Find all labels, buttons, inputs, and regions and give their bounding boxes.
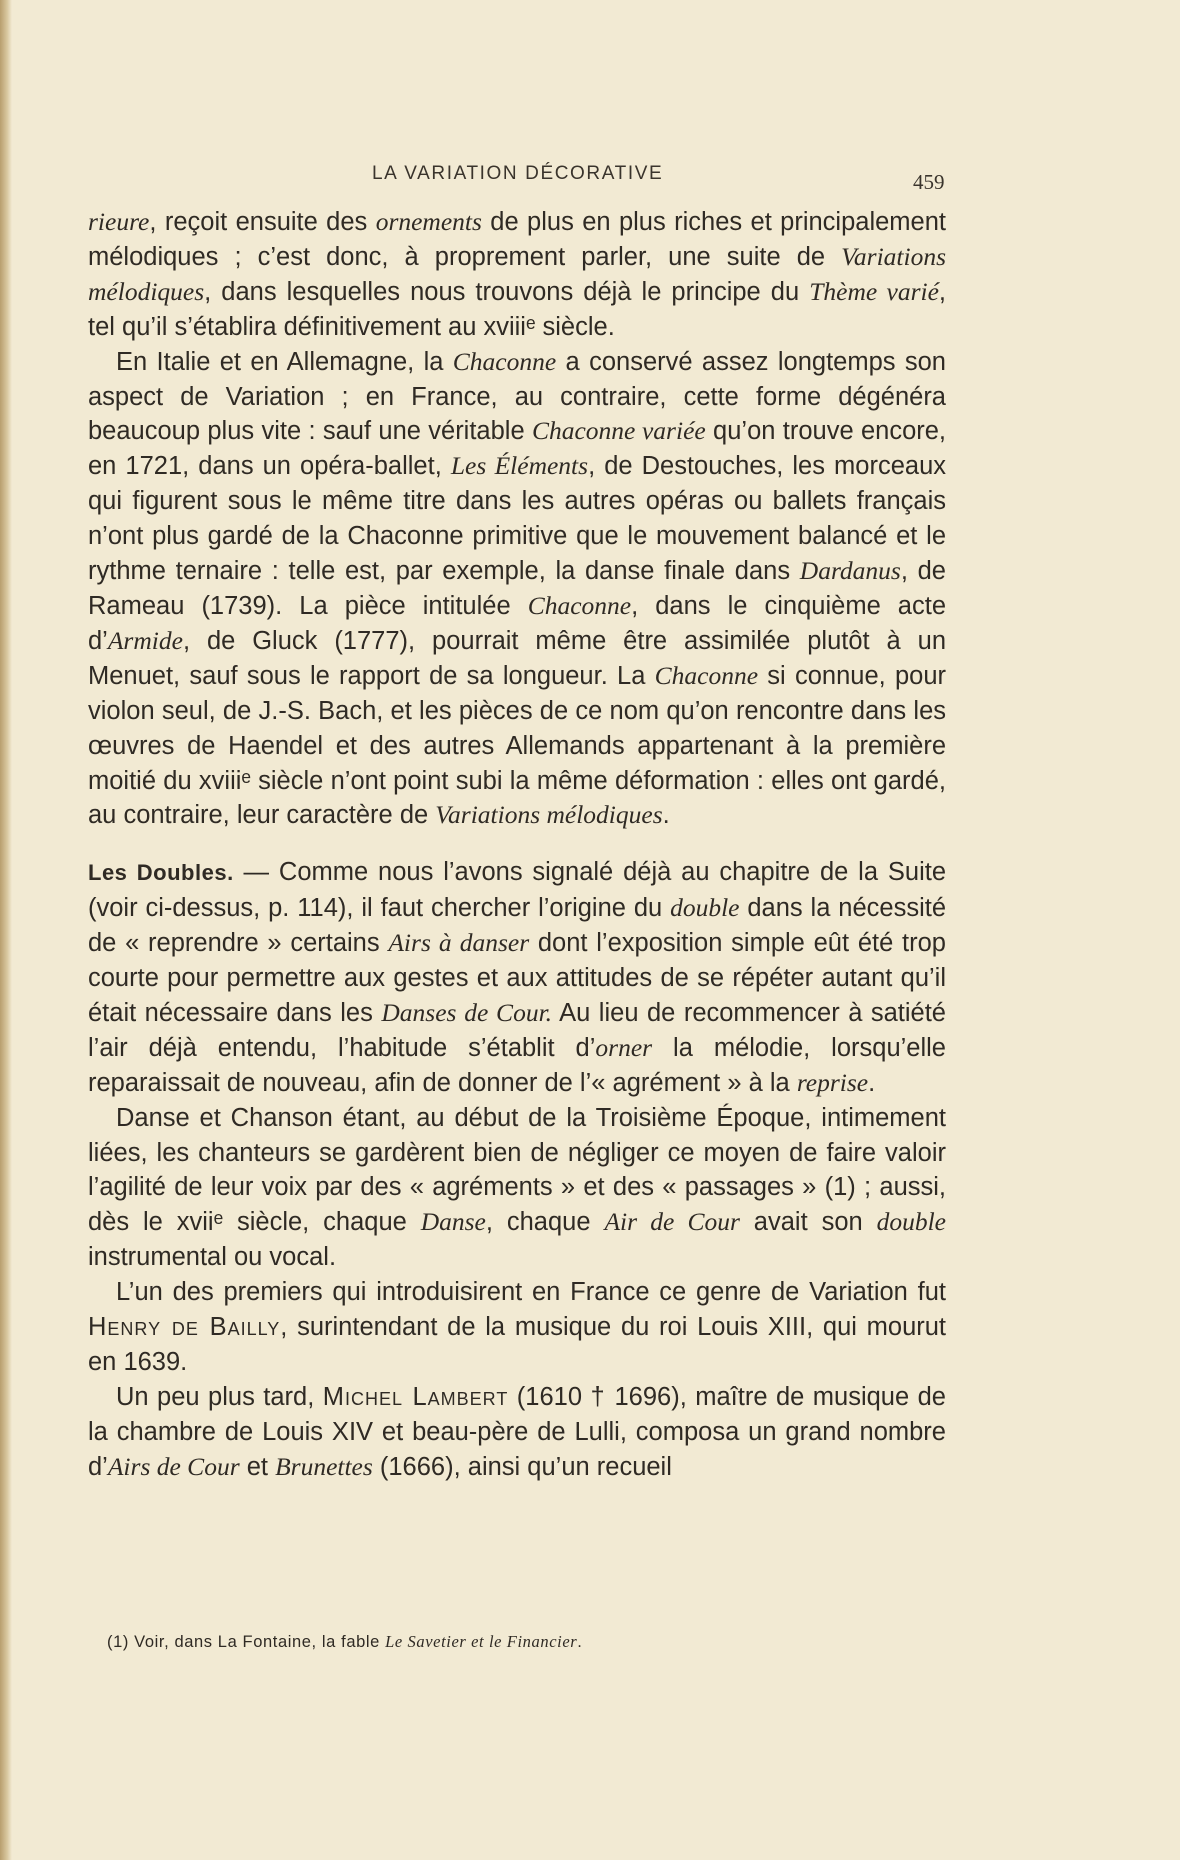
italic-run: Airs de Cour (107, 1451, 240, 1481)
italic-run: Dardanus (799, 556, 901, 586)
text-run: dont l’exposition simple eût été trop courte pour permettre aux gestes et aux attitudes de se répéter autant qu’il était nécessaire dans les (88, 929, 946, 1027)
text-run: . (577, 1633, 583, 1651)
italic-run: double (670, 893, 740, 923)
italic-run: Danse (420, 1207, 486, 1237)
text-run: la mélodie, lorsqu’elle reparaissait de nouveau, afin de donner de l’« agrément » à la (88, 1033, 946, 1097)
italic-run: Danses de Cour. (381, 997, 553, 1027)
text-run: L’un des premiers qui introduisirent en France ce genre de Variation fut (116, 1278, 946, 1307)
text-run: (1610 † 1696), maître de musique de la chambre de Louis XIV et beau-père de Lulli, composa un grand nombre d’ (88, 1382, 946, 1481)
text-run: de plus en plus riches et principalement mélodiques ; c’est donc, à proprement parler, une suite de (88, 208, 946, 271)
text-run: dans la nécessité de « reprendre » certains (88, 894, 947, 958)
text-run: Danse et Chanson étant, au début de la Troisième Époque, intimement liées, les chanteurs se gardèrent bien de négliger ce moyen de faire valoir l’agilité de leur voix par des « agréments » et des « passages » (1) ; aussi, dès le xviiᵉ siècle, chaque (88, 1103, 946, 1237)
italic-run: Le Savetier et le Financier (385, 1632, 578, 1651)
text-run: Au lieu de recommencer à satiété l’air déjà entendu, l’habitude s’établit d’ (88, 998, 946, 1062)
italic-run: Variations mélodiques (435, 800, 663, 830)
book-spine-edge (0, 0, 12, 1860)
text-run: qu’on trouve encore, en 1721, dans un opéra-ballet, (88, 417, 947, 481)
text-run: a conservé assez longtemps son aspect de Variation ; en France, au contraire, cette forme dégénéra beaucoup plus vite : sauf une véritable (88, 347, 946, 446)
section-lead: Les Doubles. (88, 860, 234, 886)
italic-run: ornements (375, 207, 482, 236)
italic-run: orner (595, 1032, 653, 1062)
text-run: . (868, 1068, 876, 1097)
italic-run: Chaconne (527, 590, 632, 620)
italic-run: Chaconne (654, 660, 759, 690)
text-run: (1) Voir, dans La Fontaine, la fable (107, 1633, 386, 1651)
person-name: Michel Lambert (322, 1382, 509, 1411)
italic-run: Armide (107, 625, 183, 655)
text-run: si connue, pour violon seul, de J.-S. Bach, et les pièces de ce nom qu’on rencontre dans les œuvres de Haendel et des autres Allemands appartenant à la première moitié du xviiiᵉ siècle n’ont point subi la même déformation : elles ont gardé, au contraire, leur caractère de (88, 661, 946, 830)
text-run: En Italie et en Allemagne, la (116, 347, 453, 376)
text-run: et (239, 1452, 276, 1481)
italic-run: Air de Cour (604, 1207, 740, 1237)
italic-run: rieure (88, 207, 150, 236)
paragraph-4 (88, 1101, 946, 1276)
footnote (107, 1632, 582, 1652)
italic-run: reprise (796, 1067, 869, 1097)
italic-run: Thème varié (809, 276, 939, 306)
italic-run: Airs à danser (388, 928, 530, 958)
running-title: LA VARIATION DÉCORATIVE (372, 163, 664, 184)
body-text (88, 205, 946, 1485)
italic-run: Chaconne variée (531, 416, 706, 446)
text-run: Un peu plus tard, (116, 1382, 323, 1411)
text-run: , de Rameau (1739). La pièce intitulée (88, 557, 946, 620)
paragraph-6 (88, 1380, 946, 1485)
text-run: . (662, 801, 670, 830)
text-run: , de Gluck (1777), pourrait même être assimilée plutôt à un Menuet, sauf sous le rapport de sa longueur. La (88, 626, 946, 690)
text-run: , reçoit ensuite des (149, 208, 376, 236)
italic-run: Chaconne (452, 346, 557, 376)
italic-run: Variations mélodiques (88, 241, 946, 306)
text-run: avait son (739, 1208, 877, 1237)
italic-run: Les Éléments (450, 451, 589, 481)
text-run: , tel qu’il s’établira définitivement au xviiiᵉ siècle. (88, 277, 946, 341)
paragraph-2 (88, 345, 946, 834)
italic-run: Brunettes (275, 1451, 373, 1481)
text-run: , surintendant de la musique du roi Louis XIII, qui mourut en 1639. (88, 1313, 947, 1376)
paragraph-5 (88, 1275, 946, 1380)
text-run: , dans le cinquième acte d’ (88, 591, 947, 655)
paragraph-3 (88, 855, 946, 1100)
text-run: — Comme nous l’avons signalé déjà au chapitre de la Suite (voir ci-dessus, p. 114), il faut chercher l’origine du (88, 858, 946, 923)
text-run: instrumental ou vocal. (88, 1243, 337, 1272)
text-run: , de Destouches, les morceaux qui figurent sous le même titre dans les autres opéras ou ballets français n’ont plus gardé de la Chaconne primitive que le mouvement balancé et le rythme ternaire : telle est, par exemple, la danse finale dans (88, 452, 946, 586)
text-run: (1666), ainsi qu’un recueil (372, 1452, 672, 1481)
person-name: Henry de Bailly (88, 1313, 281, 1342)
paragraph-1 (88, 205, 946, 345)
page-number: 459 (913, 170, 945, 194)
italic-run: double (876, 1207, 946, 1237)
text-run: , dans lesquelles nous trouvons déjà le principe du (204, 277, 810, 306)
text-run: , chaque (485, 1208, 605, 1237)
